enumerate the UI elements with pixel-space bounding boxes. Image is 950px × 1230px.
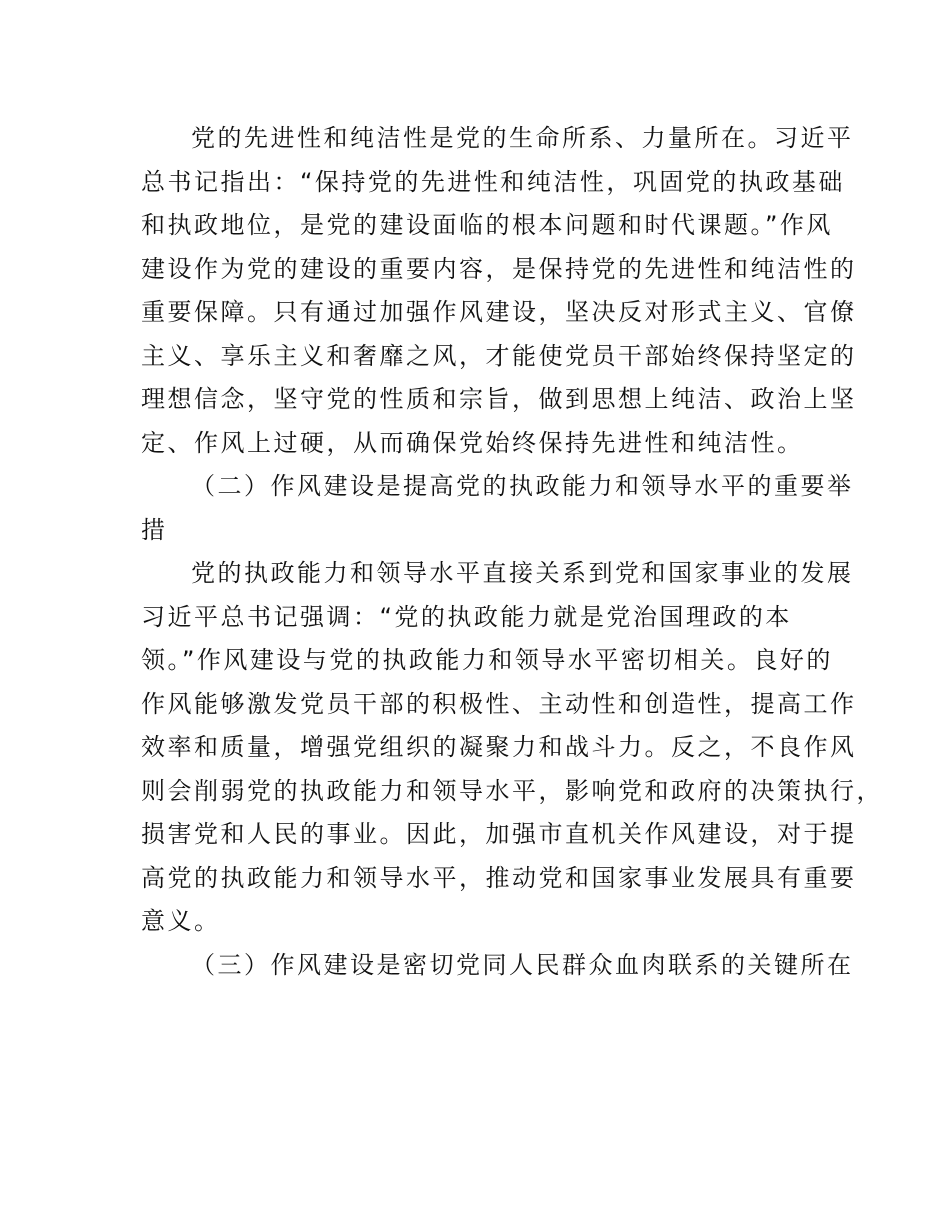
text-line: 效率和质量，增强党组织的凝聚力和战斗力。反之，不良作风 (141, 733, 857, 761)
paragraph-governance (141, 552, 883, 944)
heading-line: （三）作风建设是密切党同人民群众血肉联系的关键所在 (191, 950, 854, 979)
text-line: 理想信念，坚守党的性质和宗旨，做到思想上纯洁、政治上坚 (141, 385, 857, 413)
text-line: 党的先进性和纯洁性是党的生命所系、力量所在。习近平 (191, 124, 854, 152)
text-line: 则会削弱党的执政能力和领导水平，影响党和政府的决策执行， (141, 776, 883, 805)
text-line: 定、作风上过硬，从而确保党始终保持先进性和纯洁性。 (141, 428, 804, 457)
document-page (141, 117, 883, 987)
text-line: 领。”作风建设与党的执政能力和领导水平密切相关。良好的 (141, 646, 833, 674)
heading-line: （二）作风建设是提高党的执政能力和领导水平的重要举 (191, 472, 854, 500)
text-line: 意义。 (141, 907, 221, 935)
text-line: 总书记指出：“保持党的先进性和纯洁性，巩固党的执政基础 (141, 167, 845, 196)
heading-line: 措 (141, 515, 168, 544)
text-line: 党的执政能力和领导水平直接关系到党和国家事业的发展 (191, 559, 854, 587)
text-line: 重要保障。只有通过加强作风建设，坚决反对形式主义、官僚 (141, 298, 857, 326)
paragraph-purity (141, 117, 857, 465)
text-line: 和执政地位，是党的建设面临的根本问题和时代课题。”作风 (141, 211, 833, 239)
text-line: 主义、享乐主义和奢靡之风，才能使党员干部始终保持坚定的 (141, 341, 857, 370)
text-line: 建设作为党的建设的重要内容，是保持党的先进性和纯洁性的 (141, 254, 857, 283)
text-line: 损害党和人民的事业。因此，加强市直机关作风建设，对于提 (141, 820, 857, 848)
text-line: 作风能够激发党员干部的积极性、主动性和创造性，提高工作 (141, 689, 857, 718)
text-line: 高党的执政能力和领导水平，推动党和国家事业发展具有重要 (141, 863, 857, 892)
section-heading-2 (141, 465, 854, 552)
text-line: 习近平总书记强调：“党的执政能力就是党治国理政的本 (141, 602, 792, 631)
section-heading-3 (141, 944, 854, 988)
